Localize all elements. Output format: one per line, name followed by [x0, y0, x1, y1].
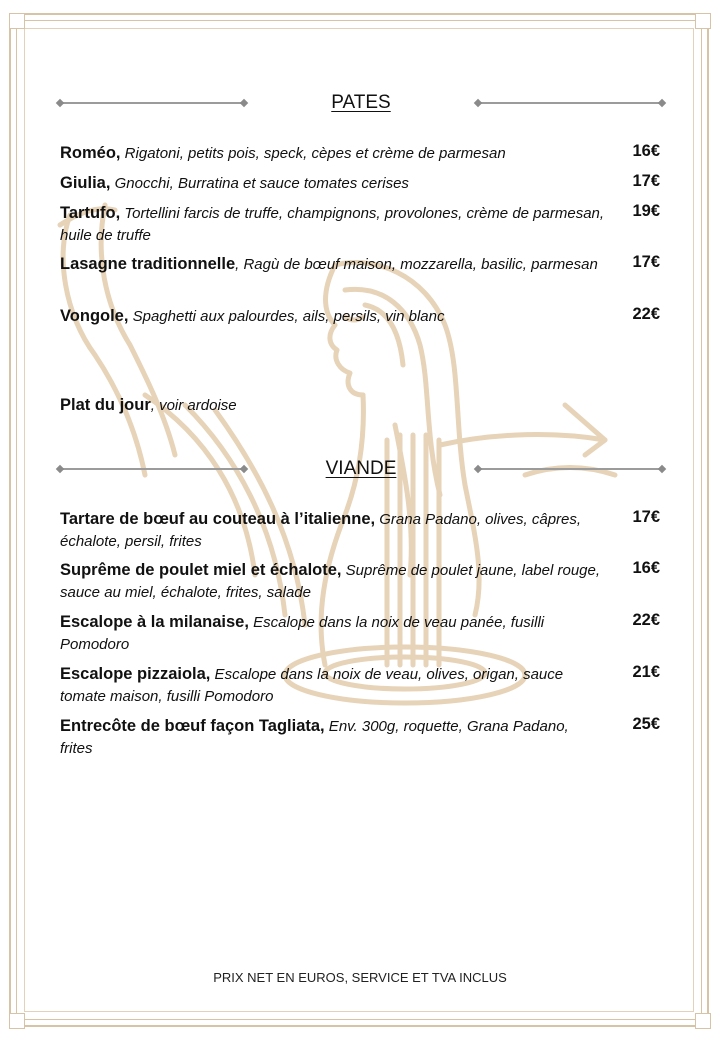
menu-item-tartare — [60, 508, 660, 553]
item-name: Giulia, — [60, 174, 111, 192]
section-title-viande: VIANDE — [325, 458, 397, 479]
plat-du-jour — [60, 394, 660, 417]
frame-corner-bottom-right — [695, 1013, 711, 1029]
item-price: 22€ — [632, 611, 660, 629]
section-header-pates — [56, 92, 666, 114]
menu-item-supreme-poulet — [60, 559, 660, 604]
item-description: Escalope dans la noix de veau, olives, origan, sauce tomate maison, fusilli Pomodoro — [60, 666, 564, 705]
item-name: Escalope pizzaiola, — [60, 665, 211, 683]
section-title-pates: PATES — [331, 92, 391, 113]
item-description: , voir ardoise — [150, 397, 237, 414]
item-price: 22€ — [632, 305, 660, 323]
item-price: 21€ — [632, 663, 660, 681]
divider-right — [478, 102, 662, 104]
item-name: Escalope à la milanaise, — [60, 613, 249, 631]
section-header-viande — [56, 458, 666, 480]
item-price: 17€ — [632, 172, 660, 190]
item-description: Tortellini farcis de truffe, champignons, provolones, crème de parmesan, huile de truffe — [60, 205, 605, 244]
item-name: Roméo, — [60, 144, 121, 162]
divider-right — [478, 468, 662, 470]
item-price: 17€ — [632, 508, 660, 526]
menu-item-vongole — [60, 305, 660, 328]
footer-note: PRIX NET EN EUROS, SERVICE ET TVA INCLUS — [213, 970, 507, 985]
item-name: Suprême de poulet miel et échalote, — [60, 561, 342, 579]
item-name: Plat du jour — [60, 396, 151, 414]
menu-item-escalope-milanaise — [60, 611, 660, 656]
item-name: Tartufo, — [60, 204, 121, 222]
item-description: Grana Padano, olives, câpres, échalote, persil, frites — [60, 511, 582, 550]
item-price: 16€ — [632, 559, 660, 577]
menu-item-lasagne — [60, 253, 660, 276]
item-price: 19€ — [632, 202, 660, 220]
item-name: Tartare de bœuf au couteau à l’italienne, — [60, 510, 376, 528]
item-price: 25€ — [632, 715, 660, 733]
menu-item-entrecote — [60, 715, 660, 760]
item-description: Spaghetti aux palourdes, ails, persils, vin blanc — [128, 308, 445, 325]
item-description: Suprême de poulet jaune, label rouge, sauce au miel, échalote, frites, salade — [60, 562, 601, 601]
frame-corner-bottom-left — [9, 1013, 25, 1029]
item-description: Rigatoni, petits pois, speck, cèpes et crème de parmesan — [120, 145, 506, 162]
item-description: , Ragù de bœuf maison, mozzarella, basilic, parmesan — [235, 256, 598, 273]
menu-item-escalope-pizzaiola — [60, 663, 660, 708]
item-name: Entrecôte de bœuf façon Tagliata, — [60, 717, 325, 735]
menu-item-tartufo — [60, 202, 660, 247]
item-price: 16€ — [632, 142, 660, 160]
menu-item-romeo — [60, 142, 660, 165]
item-description: Escalope dans la noix de veau panée, fusilli Pomodoro — [60, 614, 545, 653]
item-description: Env. 300g, roquette, Grana Padano, frites — [60, 718, 569, 757]
item-name: Vongole, — [60, 307, 129, 325]
item-description: Gnocchi, Burratina et sauce tomates cerises — [110, 175, 409, 192]
item-price: 17€ — [632, 253, 660, 271]
menu-item-giulia — [60, 172, 660, 195]
item-name: Lasagne traditionnelle — [60, 255, 236, 273]
frame-corner-top-left — [9, 13, 25, 29]
frame-corner-top-right — [695, 13, 711, 29]
